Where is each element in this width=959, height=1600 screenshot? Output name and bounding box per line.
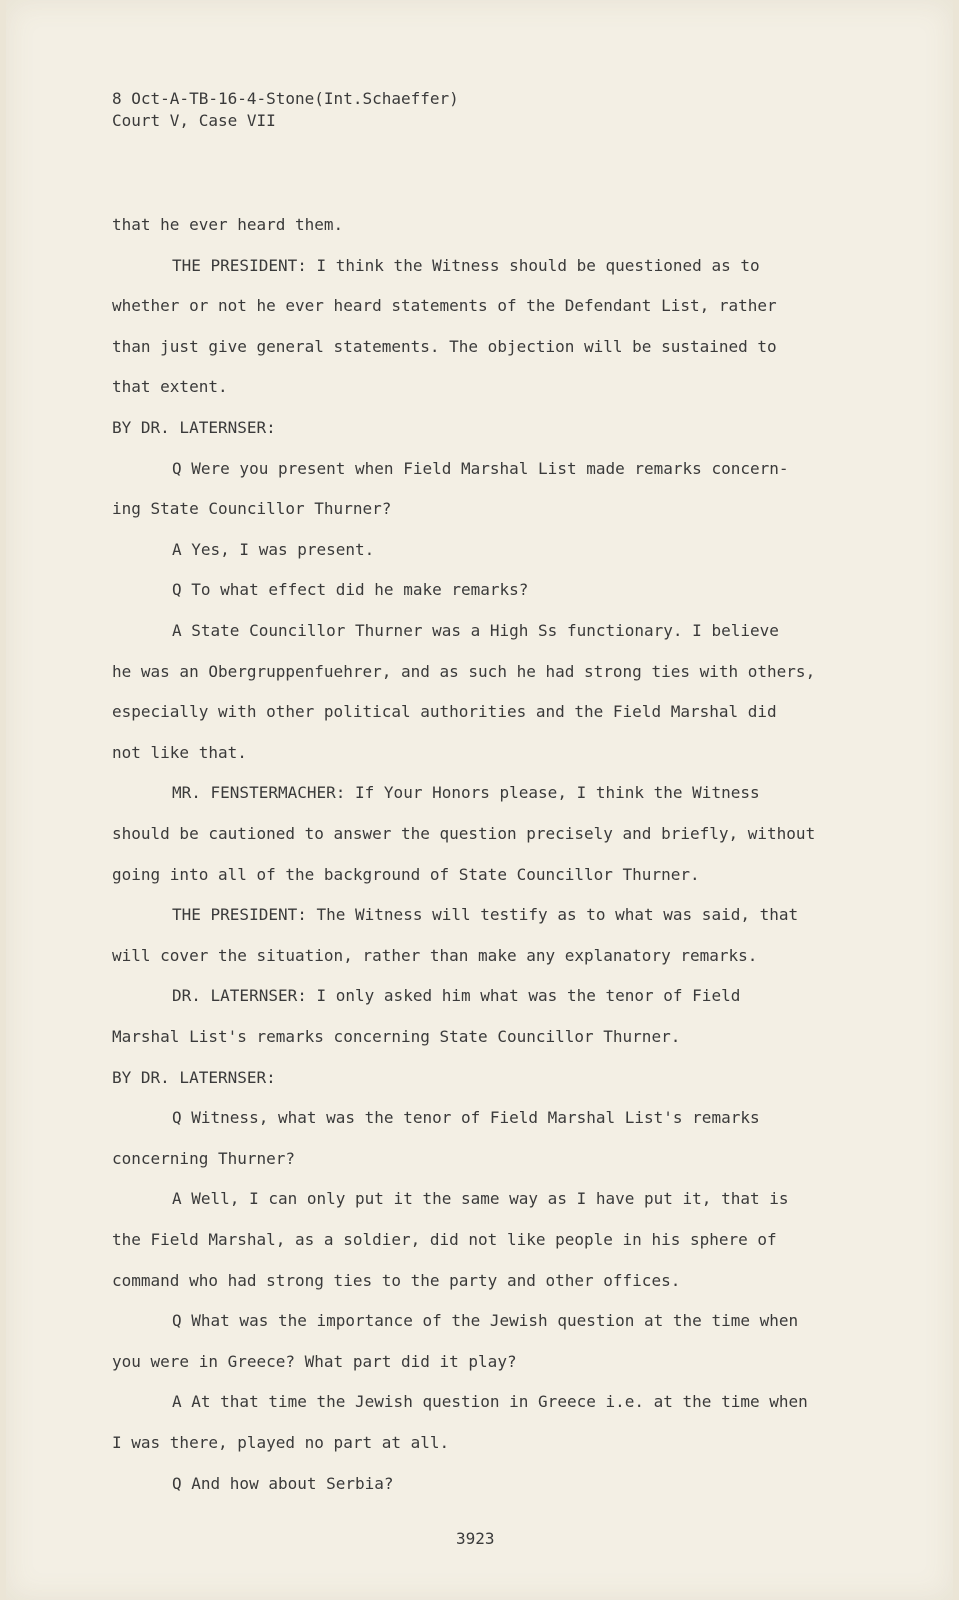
transcript-line: A State Councillor Thurner was a High Ss functionary. I believe [172, 621, 779, 640]
transcript-line: THE PRESIDENT: I think the Witness should be questioned as to [172, 256, 760, 275]
transcript-line: THE PRESIDENT: The Witness will testify as to what was said, that [172, 905, 799, 924]
transcript-line: whether or not he ever heard statements of the Defendant List, rather [112, 296, 777, 315]
transcript-line: DR. LATERNSER: I only asked him what was the tenor of Field [172, 986, 741, 1005]
transcript-line: that he ever heard them. [112, 215, 344, 234]
transcript-line: than just give general statements. The objection will be sustained to [112, 337, 777, 356]
transcript-line: Q Were you present when Field Marshal List made remarks concern- [172, 459, 789, 478]
transcript-line: BY DR. LATERNSER: [112, 1068, 276, 1087]
transcript-line: not like that. [112, 743, 247, 762]
transcript-line: ing State Councillor Thurner? [112, 499, 392, 518]
header-court-case: Court V, Case VII [112, 111, 276, 130]
transcript-line: Marshal List's remarks concerning State Councillor Thurner. [112, 1027, 681, 1046]
transcript-line: concerning Thurner? [112, 1149, 296, 1168]
transcript-line: especially with other political authorities and the Field Marshal did [112, 702, 777, 721]
transcript-line: A Well, I can only put it the same way as I have put it, that is [172, 1189, 789, 1208]
transcript-line: will cover the situation, rather than make any explanatory remarks. [112, 946, 758, 965]
transcript-line: that extent. [112, 377, 228, 396]
transcript-line: the Field Marshal, as a soldier, did not like people in his sphere of [112, 1230, 777, 1249]
transcript-line: Q And how about Serbia? [172, 1474, 394, 1493]
transcript-line: MR. FENSTERMACHER: If Your Honors please, I think the Witness [172, 783, 760, 802]
transcript-line: BY DR. LATERNSER: [112, 418, 276, 437]
transcript-line: Q To what effect did he make remarks? [172, 580, 529, 599]
transcript-line: you were in Greece? What part did it play? [112, 1352, 517, 1371]
page-number: 3923 [456, 1529, 495, 1548]
transcript-line: A At that time the Jewish question in Greece i.e. at the time when [172, 1392, 808, 1411]
transcript-line: command who had strong ties to the party and other offices. [112, 1271, 681, 1290]
transcript-line: Q Witness, what was the tenor of Field Marshal List's remarks [172, 1108, 760, 1127]
document-header [112, 88, 459, 132]
transcript-line: Q What was the importance of the Jewish question at the time when [172, 1311, 799, 1330]
transcript-line: he was an Obergruppenfuehrer, and as such he had strong ties with others, [112, 662, 816, 681]
transcript-line: going into all of the background of State Councillor Thurner. [112, 865, 700, 884]
header-session-ref: 8 Oct-A-TB-16-4-Stone(Int.Schaeffer) [112, 89, 459, 108]
transcript-line: I was there, played no part at all. [112, 1433, 450, 1452]
transcript-line: should be cautioned to answer the question precisely and briefly, without [112, 824, 816, 843]
transcript-line: A Yes, I was present. [172, 540, 375, 559]
